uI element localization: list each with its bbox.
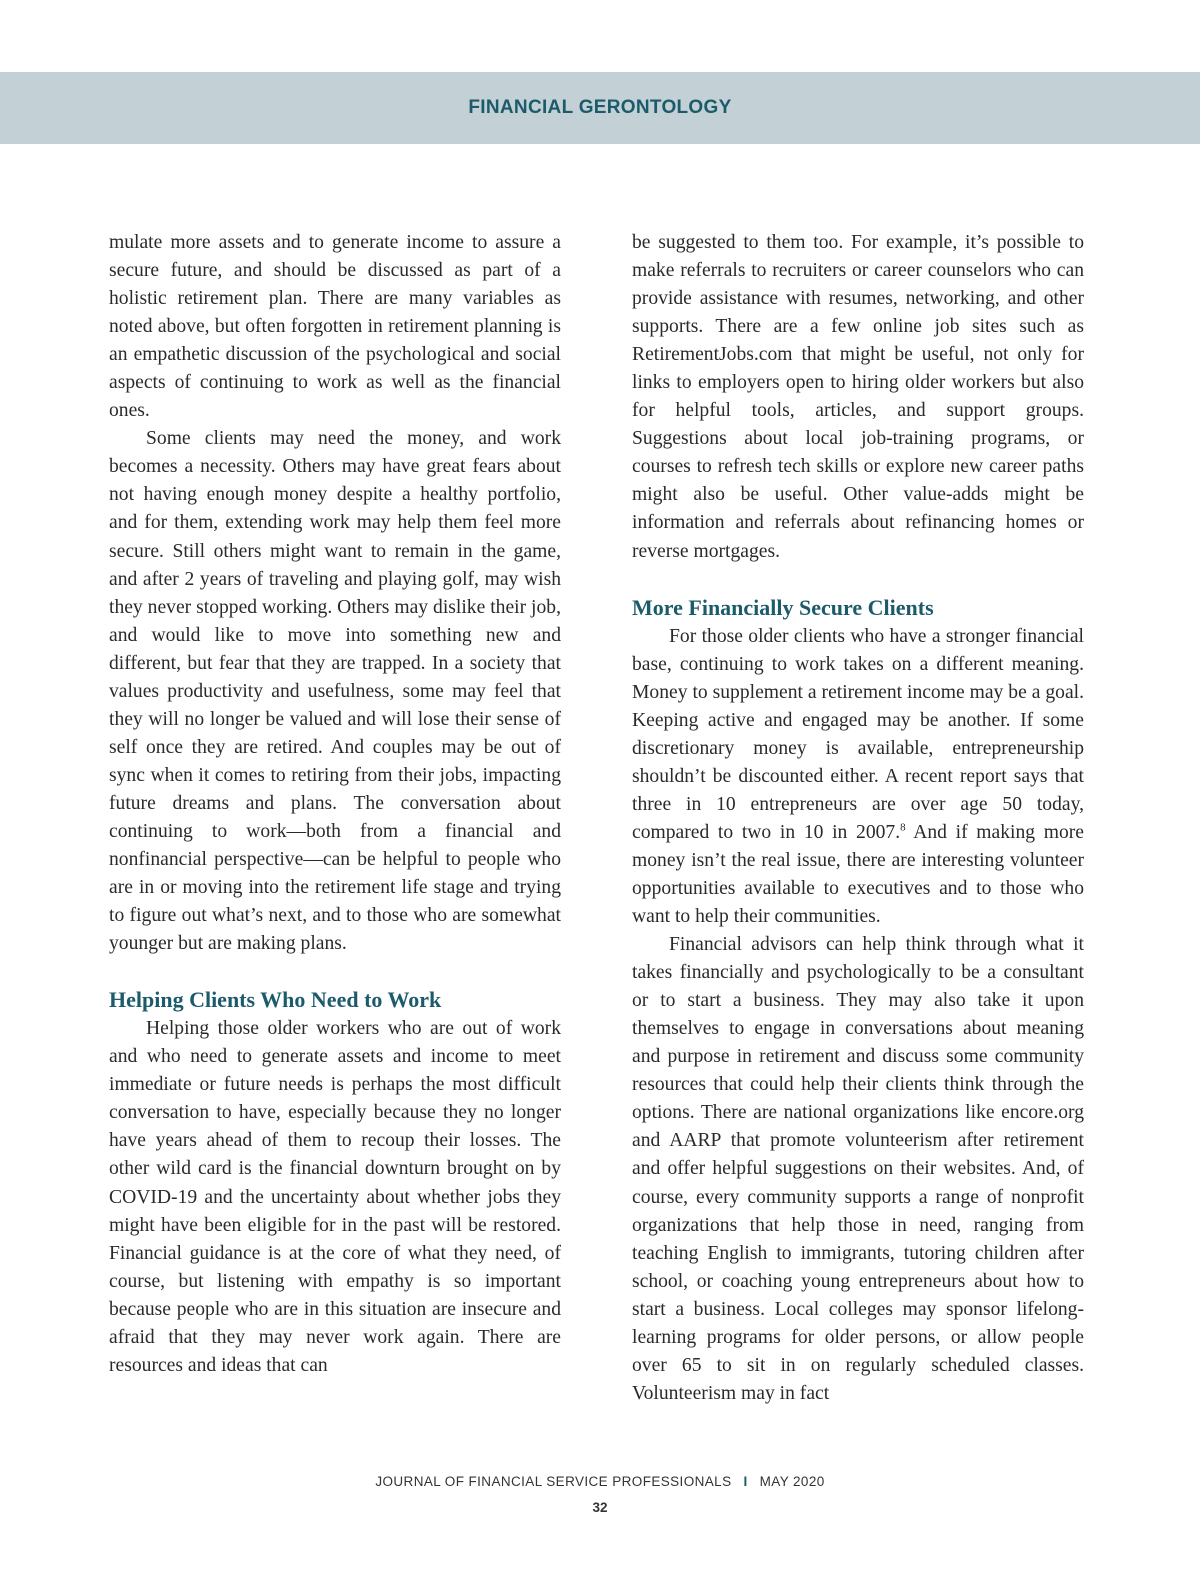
issue-date: MAY 2020 xyxy=(759,1474,825,1489)
paragraph-text: And if making more money isn’t the real issue, there are interesting volunteer opportunities available to executives and to those who want to help their communities. xyxy=(632,821,1084,928)
paragraph: Some clients may need the money, and work becomes a necessity. Others may have great fears about not having enough money despite a healthy portfolio, and for them, extending work may help them feel more secure. Still others might want to remain in the game, and after 2 years of traveling and playing golf, may wish they never stopped working. Others may dislike their job, and would like to move into something new and different, but fear that they are trapped. In a society that values productivity and usefulness, some may feel that they will no longer be valued and will lose their sense of self once they are retired. And couples may be out of sync when it comes to retiring from their jobs, impacting future dreams and plans. The conversation about continuing to work—both from a financial and nonfinancial perspective—can be helpful to people who are in or moving into the retirement life stage and trying to figure out what’s next, and to those who are somewhat younger but are making plans. xyxy=(109,428,561,955)
paragraph: Financial advisors can help think through what it takes financially and psychologically to be a consultant or to start a business. They may also take it upon themselves to engage in conversations about meaning and purpose in retirement and discuss some community resources that could help their clients think through the options. There are national organizations like encore.org and AARP that promote volunteerism after retirement and offer helpful suggestions on their websites. And, of course, every community supports a range of nonprofit organizations that help those in need, ranging from teaching English to immigrants, tutoring children after school, or coaching young entrepreneurs about how to start a business. Local colleges may sponsor lifelong-learning programs for older persons, or allow people over 65 to sit in on regularly scheduled classes. Volunteerism may in fact xyxy=(632,934,1084,1404)
page-footer xyxy=(0,1474,1200,1489)
paragraph: mulate more assets and to generate income to assure a secure future, and should be discussed as part of a holistic retirement plan. There are many variables as noted above, but often forgotten in retirement planning is an empathetic discussion of the psychological and social aspects of continuing to work as well as the financial ones. xyxy=(109,232,561,422)
paragraph xyxy=(632,623,1084,932)
journal-name: JOURNAL OF FINANCIAL SERVICE PROFESSIONALS xyxy=(375,1474,732,1489)
footnote-reference[interactable]: 8 xyxy=(900,821,906,834)
page-number: 32 xyxy=(592,1500,608,1515)
right-column xyxy=(632,229,1084,1408)
left-column xyxy=(109,229,561,1380)
section-heading: Helping Clients Who Need to Work xyxy=(109,987,442,1013)
paragraph-text: For those older clients who have a stronger financial base, continuing to work takes on a different meaning. Money to supplement a retirement income may be a goal. Keeping active and engaged may be another. If some discretionary money is available, entrepreneurship shouldn’t be discounted either. A recent report says that three in 10 entrepreneurs are over age 50 today, compared to two in 10 in 2007. xyxy=(632,625,1084,843)
paragraph: be suggested to them too. For example, it’s possible to make referrals to recruiters or career counselors who can provide assistance with resumes, networking, and other supports. There are a few online job sites such as RetirementJobs.com that might be useful, not only for links to employers open to hiring older workers but also for helpful tools, articles, and support groups. Suggestions about local job-training programs, or courses to refresh tech skills or explore new career paths might also be useful. Other value-adds might be information and referrals about refinancing homes or reverse mortgages. xyxy=(632,232,1084,562)
section-title: FINANCIAL GERONTOLOGY xyxy=(468,97,732,118)
section-heading: More Financially Secure Clients xyxy=(632,594,934,620)
running-header xyxy=(0,72,1200,144)
paragraph: Helping those older workers who are out of work and who need to generate assets and income to meet immediate or future needs is perhaps the most difficult conversation to have, especially because they no longer have years ahead of them to recoup their losses. The other wild card is the financial downturn brought on by COVID-19 and the uncertainty about whether jobs they might have been eligible for in the past will be restored. Financial guidance is at the core of what they need, of course, but listening with empathy is so important because people who are in this situation are insecure and afraid that they may never work again. There are resources and ideas that can xyxy=(109,1018,561,1376)
footer-separator: I xyxy=(743,1474,748,1489)
